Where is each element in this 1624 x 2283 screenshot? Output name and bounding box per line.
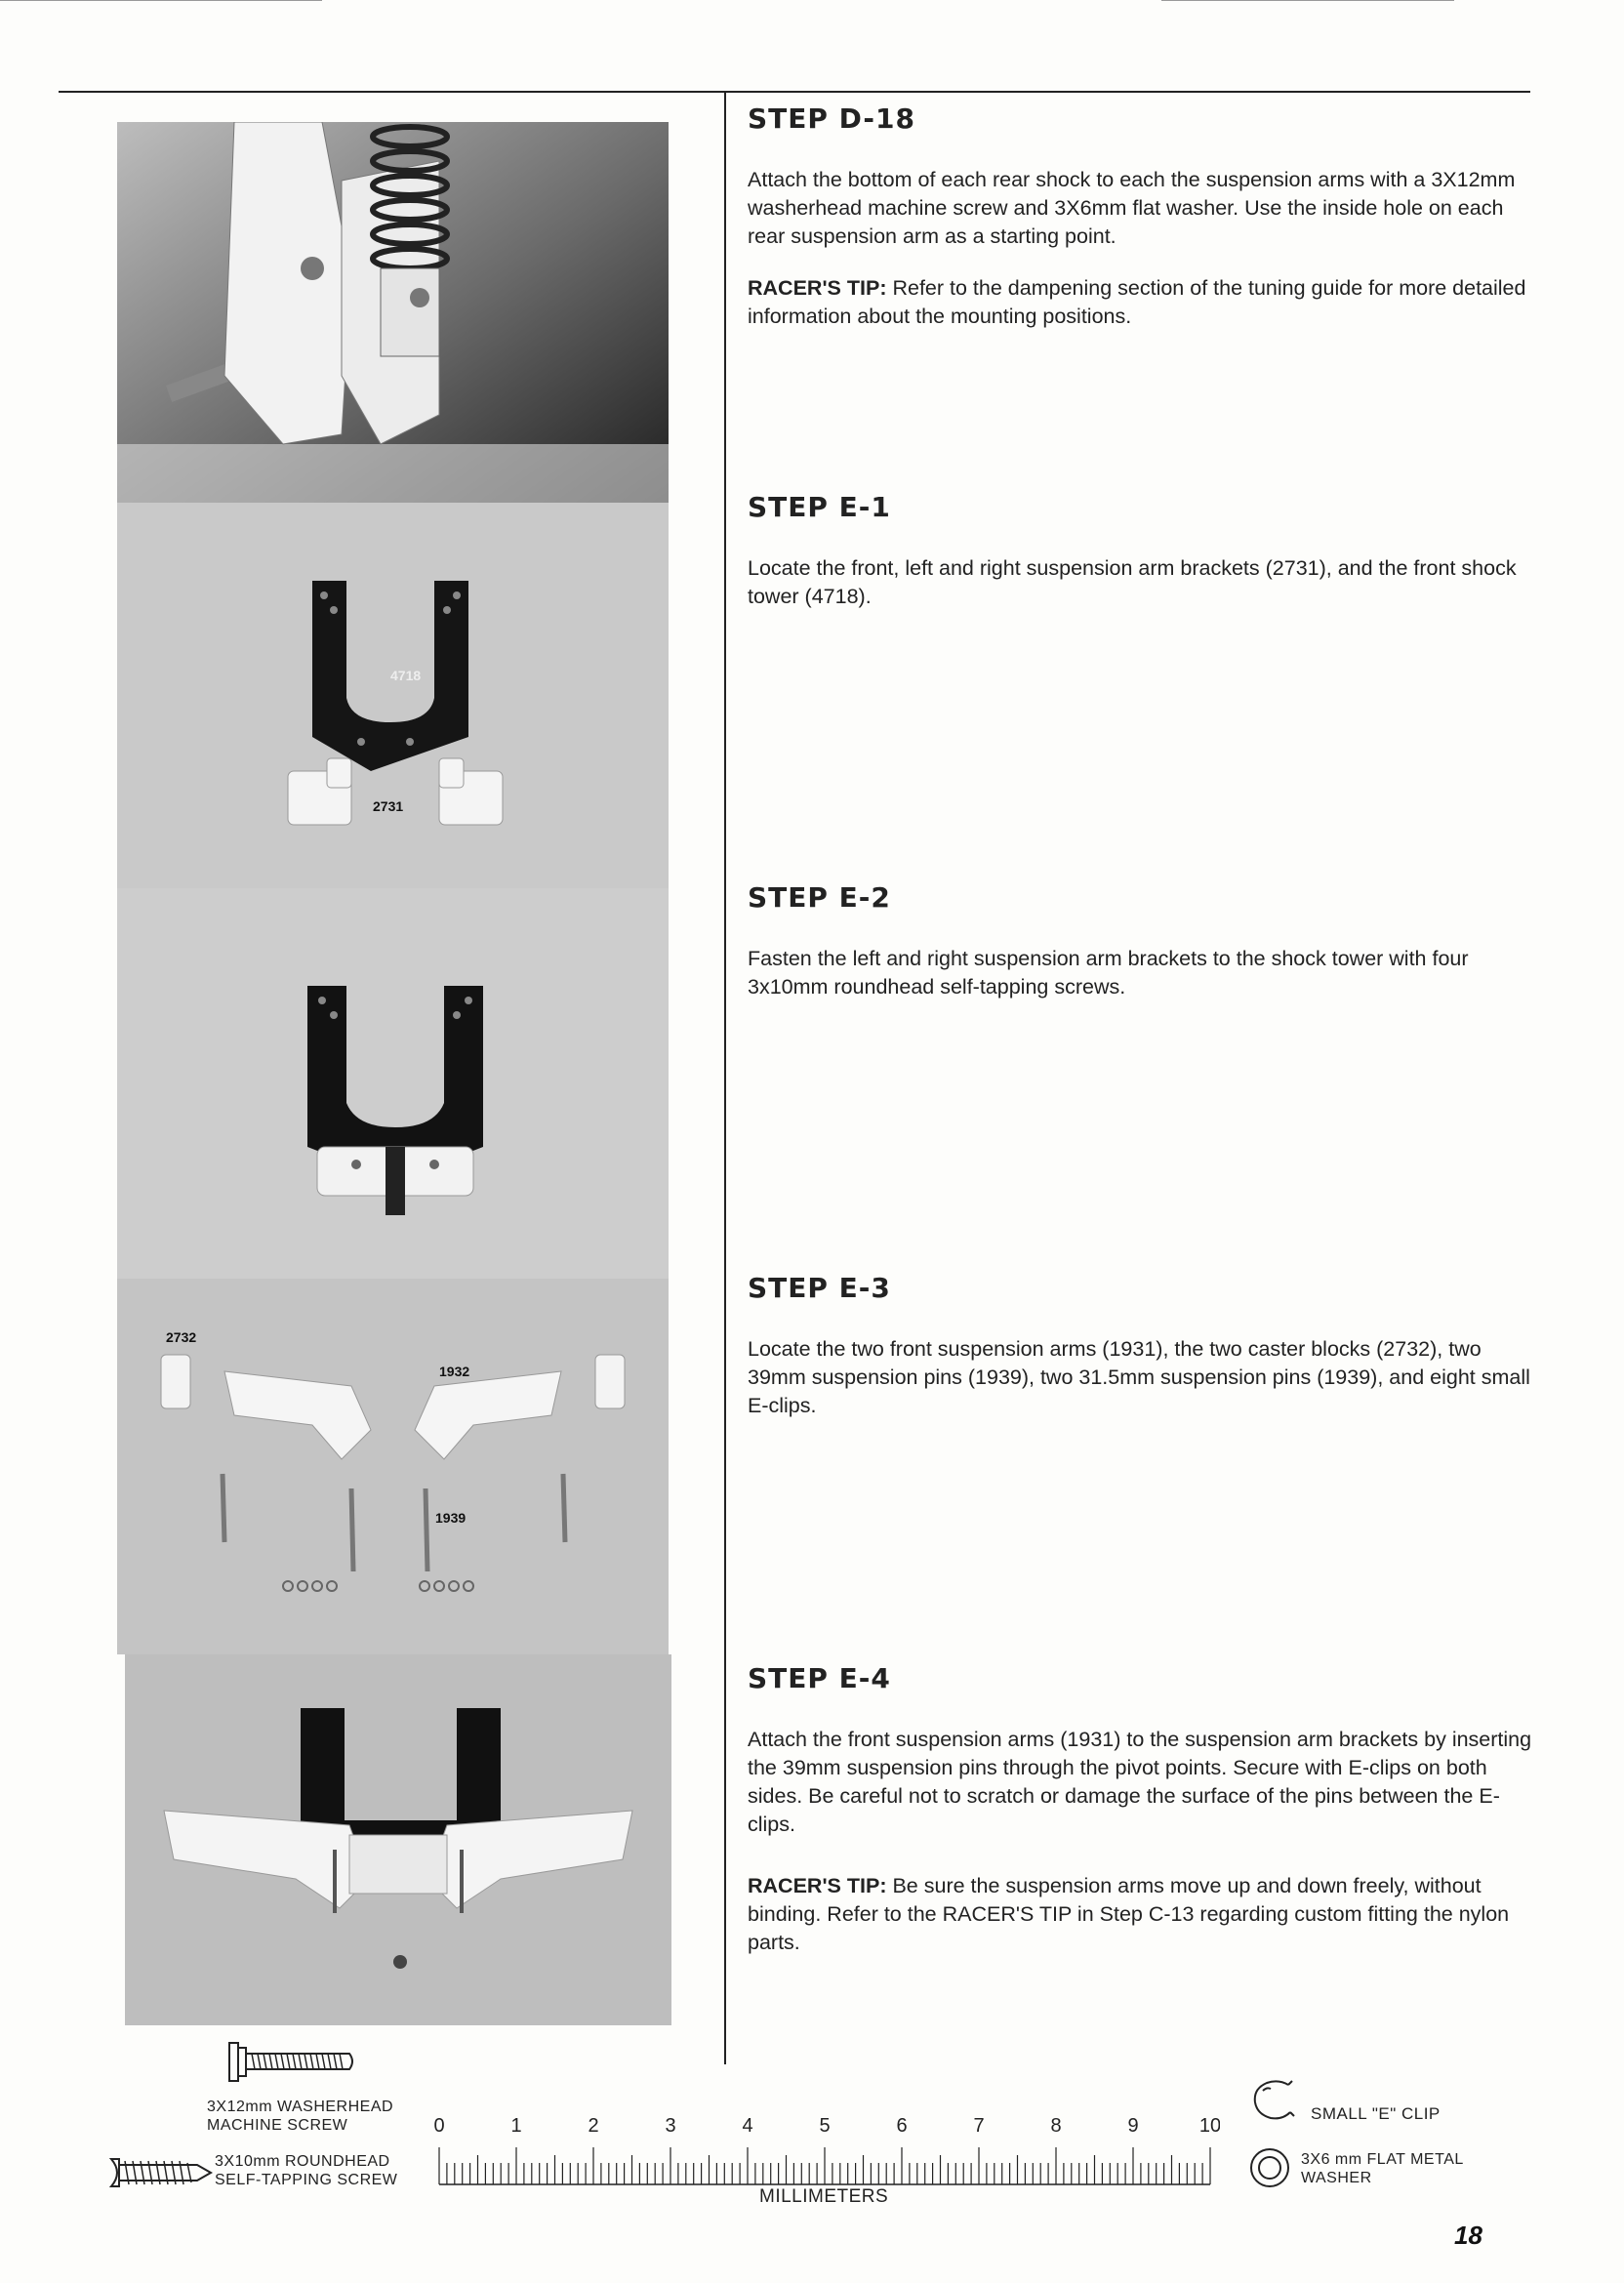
roundhead-screw-icon (107, 2155, 215, 2190)
page-number: 18 (1454, 2221, 1482, 2250)
photo-step-d18 (117, 122, 669, 503)
label-2731: 2731 (373, 798, 404, 814)
step-title: STEP E-3 (748, 1272, 891, 1304)
step-body: Attach the front suspension arms (1931) to the suspension arm brackets by inserting the 39mm suspension pins through the pivot points. Secure with E-clips on both sides. Be careful not to scratch or damage the surface of the pins between the E-clips. (748, 1728, 1532, 1836)
photo-step-e2 (117, 888, 669, 1279)
roundhead-screw-label: 3X10mm ROUNDHEAD SELF-TAPPING SCREW (215, 2153, 398, 2188)
racers-tip (748, 274, 1538, 331)
step-title: STEP E-2 (748, 881, 891, 914)
tip-label: RACER'S TIP: (748, 276, 887, 300)
tip-label: RACER'S TIP: (748, 1874, 887, 1897)
header-rule (59, 91, 1530, 93)
step-d18 (748, 102, 1538, 354)
label-2732: 2732 (166, 1329, 197, 1345)
step-e2 (748, 881, 1538, 1025)
step-body: Locate the front, left and right suspension arm brackets (2731), and the front shock tower (4718). (748, 556, 1517, 608)
flat-washer-icon (1245, 2143, 1294, 2192)
washerhead-screw-label: 3X12mm WASHERHEAD MACHINE SCREW (207, 2099, 394, 2134)
washerhead-screw-icon (224, 2040, 356, 2084)
racers-tip (748, 1872, 1538, 1957)
ruler-number: 10 (1198, 2115, 1220, 2137)
crop-mark-right (1161, 0, 1454, 1)
ruler-number: 8 (1050, 2115, 1062, 2137)
step-body: Attach the bottom of each rear shock to each the suspension arms with a 3X12mm washerhead machine screw and 3X6mm flat washer. Use the inside hole on each rear suspension arm as a starting point. (748, 168, 1516, 248)
ruler-number: 0 (433, 2115, 445, 2137)
crop-mark-left (0, 0, 322, 1)
step-title: STEP E-4 (748, 1662, 891, 1694)
ruler-number: 7 (973, 2115, 985, 2137)
ruler-number: 5 (819, 2115, 831, 2137)
ruler-unit-label: MILLIMETERS (759, 2186, 889, 2207)
step-body: Fasten the left and right suspension arm brackets to the shock tower with four 3x10mm roundhead self-tapping screws. (748, 947, 1469, 999)
photo-step-e3 (117, 1279, 669, 1654)
label-1939: 1939 (435, 1510, 467, 1526)
ruler-number: 3 (665, 2115, 676, 2137)
e-clip-label: SMALL "E" CLIP (1311, 2104, 1441, 2123)
ruler-number: 2 (588, 2115, 599, 2137)
column-divider (724, 93, 726, 2064)
step-title: STEP E-1 (748, 491, 891, 523)
step-e1 (748, 491, 1538, 634)
label-4718: 4718 (390, 668, 422, 683)
step-e3 (748, 1272, 1538, 1444)
ruler-number: 6 (896, 2115, 908, 2137)
tip-text: Be sure the suspension arms move up and down freely, without binding. Refer to the RACER'S TIP in Step C-13 regarding custom fitting the nylon parts. (748, 1874, 1510, 1954)
photo-step-e1 (117, 503, 669, 888)
tip-text: Refer to the dampening section of the tuning guide for more detailed information about the mounting positions. (748, 276, 1526, 328)
step-e4 (748, 1662, 1538, 1980)
label-1932: 1932 (439, 1364, 470, 1379)
ruler-number: 9 (1127, 2115, 1139, 2137)
ruler-number: 4 (742, 2115, 753, 2137)
step-body: Locate the two front suspension arms (1931), the two caster blocks (2732), two 39mm suspension pins (1939), two 31.5mm suspension pins (1939), and eight small E-clips. (748, 1337, 1530, 1417)
e-clip-icon (1249, 2077, 1303, 2126)
flat-washer-label: 3X6 mm FLAT METAL WASHER (1301, 2151, 1464, 2186)
step-title: STEP D-18 (748, 102, 916, 135)
photo-step-e4 (125, 1654, 671, 2025)
ruler-number: 1 (510, 2115, 522, 2137)
